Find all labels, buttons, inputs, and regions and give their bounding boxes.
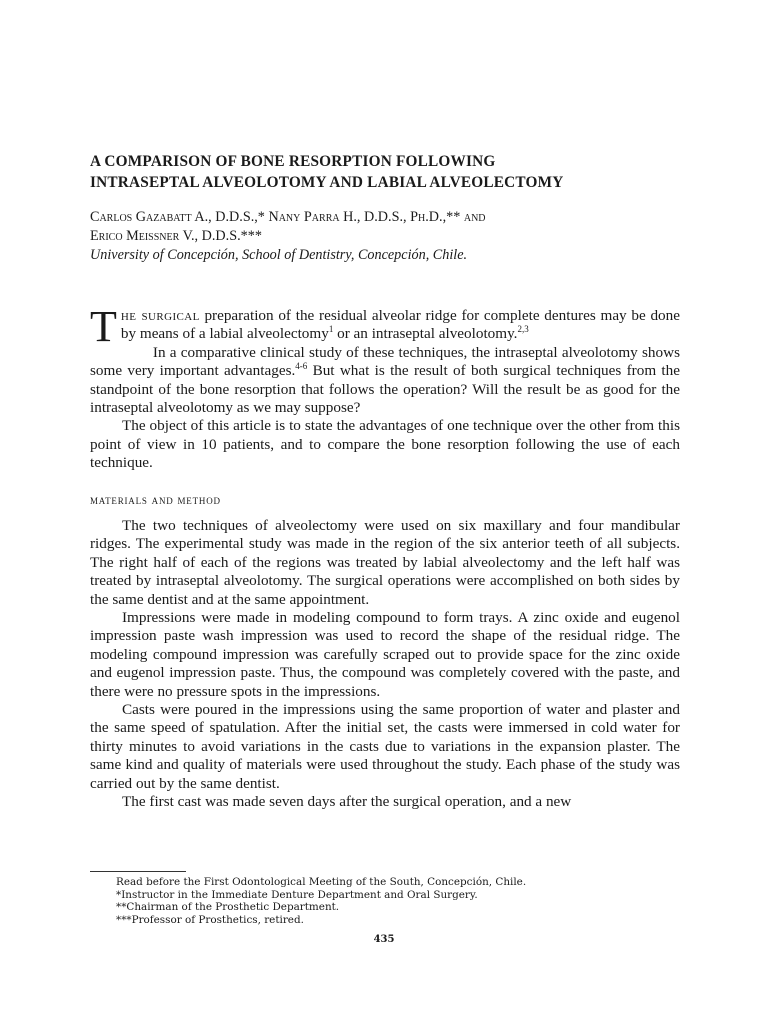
- intro-paragraph-3: The object of this article is to state the advantages of one technique over the other from this point of view in 10 patients, and to compare the bone resorption following the use of each technique.: [90, 417, 680, 472]
- section-heading-materials: materials and method: [90, 493, 221, 507]
- intro-p2-text-a: In a comparative clinical study of these techniques, the intraseptal alveolotomy shows some very important advantages.: [90, 343, 680, 380]
- footnotes: [116, 876, 676, 926]
- methods-paragraph-1: The two techniques of alveolectomy were used on six maxillary and four mandibular ridges. The experimental study was made in the region of the six anterior teeth of all subjects. The right half of each of the regions was treated by labial alveolectomy and the left half was treated by intraseptal alveolotomy. The surgical operations were accomplished on both sides by the same dentist and at the same appointment.: [90, 517, 680, 608]
- footnote-3: ***Professor of Prosthetics, retired.: [116, 913, 304, 926]
- citation-1: 1: [328, 324, 334, 335]
- footnote-2: **Chairman of the Prosthetic Department.: [116, 901, 340, 914]
- introduction-text: [90, 302, 680, 473]
- authors-line-1: Carlos Gazabatt A., D.D.S.,* Nany Parra H., D.D.S., Ph.D.,** and: [90, 209, 486, 225]
- footnote-divider: [90, 871, 186, 872]
- citation-2-3: 2,3: [517, 324, 529, 335]
- intro-p1-text-a: preparation of the residual alveolar ridge for complete dentures may be done by means of a labial alveolectomy: [120, 307, 680, 343]
- title-line-1: A COMPARISON OF BONE RESORPTION FOLLOWING: [90, 153, 496, 170]
- drop-cap: T: [90, 302, 117, 351]
- article-title: [90, 151, 690, 193]
- intro-p1-text-b: or an intraseptal alveolotomy.: [333, 325, 518, 343]
- methods-paragraph-2: Impressions were made in modeling compound to form trays. A zinc oxide and eugenol impression paste wash impression was used to record the shape of the residual ridge. The modeling compound impression was carefully scraped out to provide space for the zinc oxide and eugenol impression paste. Thus, the compound was completely covered with the paste, and there were no pressure spots in the impressions.: [90, 609, 680, 700]
- authors-line-2: Erico Meissner V., D.D.S.***: [90, 228, 262, 244]
- title-line-2: INTRASEPTAL ALVEOLOTOMY AND LABIAL ALVEOLECTOMY: [90, 174, 564, 191]
- affiliation: University of Concepción, School of Dentistry, Concepción, Chile.: [90, 247, 468, 263]
- footnote-1: *Instructor in the Immediate Denture Department and Oral Surgery.: [116, 888, 478, 901]
- intro-paragraph-2: [90, 344, 680, 418]
- citation-4-6: 4-6: [295, 361, 308, 372]
- author-block: [90, 208, 700, 265]
- intro-lead-in: he surgical: [120, 307, 200, 324]
- methods-text: [90, 517, 680, 812]
- intro-p2-text-b: But what is the result of both surgical techniques from the standpoint of the bone resorption that follows the operation? Will the result be as good for the intraseptal alveolotomy as we may suppose?: [90, 362, 680, 417]
- footnote-read-before: Read before the First Odontological Meeting of the South, Concepción, Chile.: [116, 876, 527, 888]
- page-number: 435: [373, 934, 395, 945]
- intro-paragraph-1: [90, 302, 680, 351]
- methods-paragraph-3: Casts were poured in the impressions using the same proportion of water and plaster and the same speed of spatulation. After the initial set, the casts were immersed in cold water for thirty minutes to avoid variations in the casts due to variations in the expansion plaster. The same kind and quality of materials were used throughout the study. Each phase of the study was carried out by the same dentist.: [90, 701, 680, 792]
- methods-paragraph-4: The first cast was made seven days after the surgical operation, and a new: [122, 793, 572, 811]
